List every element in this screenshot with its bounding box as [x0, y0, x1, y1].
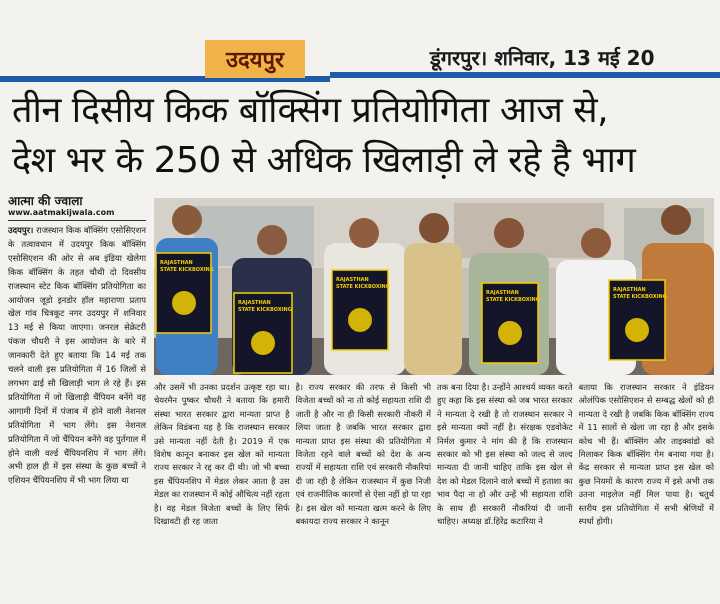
headline-line-2: देश भर के 250 से अधिक खिलाड़ी ले रहे है भाग	[12, 140, 636, 181]
header-rule-right	[330, 72, 720, 78]
article-column-3: तक बना दिया है। उन्होंने आश्चर्य व्यक्त करते हुए कहा कि इस संस्था को जब भारत सरकार ने मान्यता दे रखी है तो राजस्थान सरकार ने इसे मान्यता क्यों नहीं है। संरक्षक एडवोकेट निर्मल कुमार ने मांग की है कि राजस्थान सरकार को भी इस संस्था को जल्द से जल्द मान्यता दी जानी चाहिए ताकि इस खेल से देश को मेडल दिलाने वाले बच्चों में हताशा का भाव पैदा ना हो और उन्हें भी सहायता राशि के साथ ही सरकारी नौकरियां दी जानी चाहिए। अध्यक्ष डॉ.हिरेंद्र कटारिया ने	[437, 382, 573, 527]
headline-line-1: तीन दिसीय किक बॉक्सिंग प्रतियोगिता आज से,	[12, 90, 609, 131]
poster-4-subtitle: STATE KICKBOXING	[486, 297, 540, 303]
poster-3-title: RAJASTHAN	[336, 277, 369, 283]
top-margin	[0, 0, 720, 40]
intro-paragraph	[8, 224, 146, 604]
poster-4-title: RAJASTHAN	[486, 290, 519, 296]
publication-website: www.aatmakijwala.com	[8, 208, 146, 221]
article-columns	[154, 381, 714, 583]
left-column	[8, 194, 146, 604]
poster-1-title: RAJASTHAN	[160, 260, 193, 266]
poster-5-subtitle: STATE KICKBOXING	[613, 294, 667, 300]
edition-dateline: डूंगरपुर। शनिवार, 13 मई 20	[430, 46, 655, 70]
article-column-2: है। राज्य सरकार की तरफ से किसी भी विजेता बच्चों को ना तो कोई सहायता राशि दी जाती है और ना ही किसी सरकारी नौकरी में लिया जाता है जबकि भारत सरकार द्वारा मान्यता प्राप्त इस संस्था की प्रतियोगिता में विजेता रहने वाले बच्चों को देश के अन्य राज्यों में सहायता राशि एवं सरकारी नौकरियां दी जा रही है लेकिन राजस्थान में कुछ निजी एवं राजनीतिक कारणों से ऐसा नहीं हो पा रहा है। इस खेल को मान्यता खत्म करने के लिए बकायदा राज्य सरकार ने कानून	[295, 382, 431, 527]
event-photo	[154, 198, 714, 375]
poster-3-subtitle: STATE KICKBOXING	[336, 284, 390, 290]
poster-5-title: RAJASTHAN	[613, 287, 646, 293]
poster-2-title: RAJASTHAN	[238, 300, 271, 306]
intro-text: राजस्थान किक बॉक्सिंग एसोसिएशन के तत्वावधान में उदयपुर किक बॉक्सिंग एसोसिएशन की ओर से अब इंडिया खेलेगा किक बॉक्सिंग के तहत चौथी दो दिवसीय राजस्थान स्टेट किक बॉक्सिंग प्रतियोगिता का आयोजन जूडो इनडोर हॉल महाराणा प्रताप खेल गांव चित्रकूट नगर उदयपुर में शनिवार 13 मई से किया जाएगा। जनरल सेक्रेटरी पंकज चौधरी ने इस आयोजन के बारे में जानकारी देते हुए बताया कि 14 मई तक चलने वाली इस प्रतियोगिता में 16 जिलों से लगभग ढाई सौ खिलाड़ी भाग ले रहे हैं। इस प्रतियोगिता में जो खिलाड़ी चैंपियन बनेंगे वह आगामी दिनों में पंजाब में होने वाली नेशनल प्रतियोगिता में भाग लेंगे। इस नेशनल प्रतियोगिता में जो चैंपियन बनेंगे वह पुर्तगाल में होने वाली वर्ल्ड चैंपियनशिप में भाग लेंगे। अभी हाल ही में इस संस्था के कुछ बच्चों ने एशियन चैंपियनशिप में भी भाग लिया था	[8, 225, 146, 486]
article-column-1: और उसमें भी उनका प्रदर्शन उत्कृष्ट रहा था। चेयरमैन पुष्कर चौधरी ने बताया कि हमारी संस्था भारत सरकार द्वारा मान्यता प्राप्त है लेकिन विडंबना यह है कि राजस्थान सरकार उसे मान्यता नहीं देती है। 2019 में एक विशेष कानून बनाकर इस खेल को मान्यता राज्य सरकार ने रद्द कर दी थी। जो भी बच्चा इस चैंपियनशिप में मेडल लेकर आता है उस मेडल का राजस्थान में कोई औचित्य नहीं रहता है। वह मेडल विजेता बच्चों के लिए सिर्फ दिखावटी ही रह जाता	[154, 382, 290, 527]
article-column-4: बताया कि राजस्थान सरकार ने इंडियन ओलंपिक एसोसिएशन से सम्बद्ध खेलों को ही मान्यता दे रखी है जबकि किक बॉक्सिंग राज्य में 11 सालों से खेला जा रहा है और इसके कोच भी हैं। बॉक्सिंग और ताइक्वांडो को मिलाकर किक बॉक्सिंग गेम बनाया गया है। केंद्र सरकार से मान्यता प्राप्त इस खेल को कुछ नियमों के कारण राज्य में इसे अभी तक उतना माइलेज नहीं मिल पाया है। चतुर्थ स्तरीय इस प्रतियोगिता में सभी श्रेणियों में स्पर्धा होगी।	[578, 382, 714, 527]
photo-illustration	[154, 198, 714, 375]
headline	[12, 86, 712, 186]
publication-name: आत्मा की ज्वाला	[8, 194, 83, 208]
poster-1-subtitle: STATE KICKBOXING	[160, 267, 214, 273]
poster-2-subtitle: STATE KICKBOXING	[238, 307, 292, 313]
intro-dateline: उदयपुर।	[8, 225, 34, 235]
city-tag: उदयपुर	[205, 40, 305, 78]
